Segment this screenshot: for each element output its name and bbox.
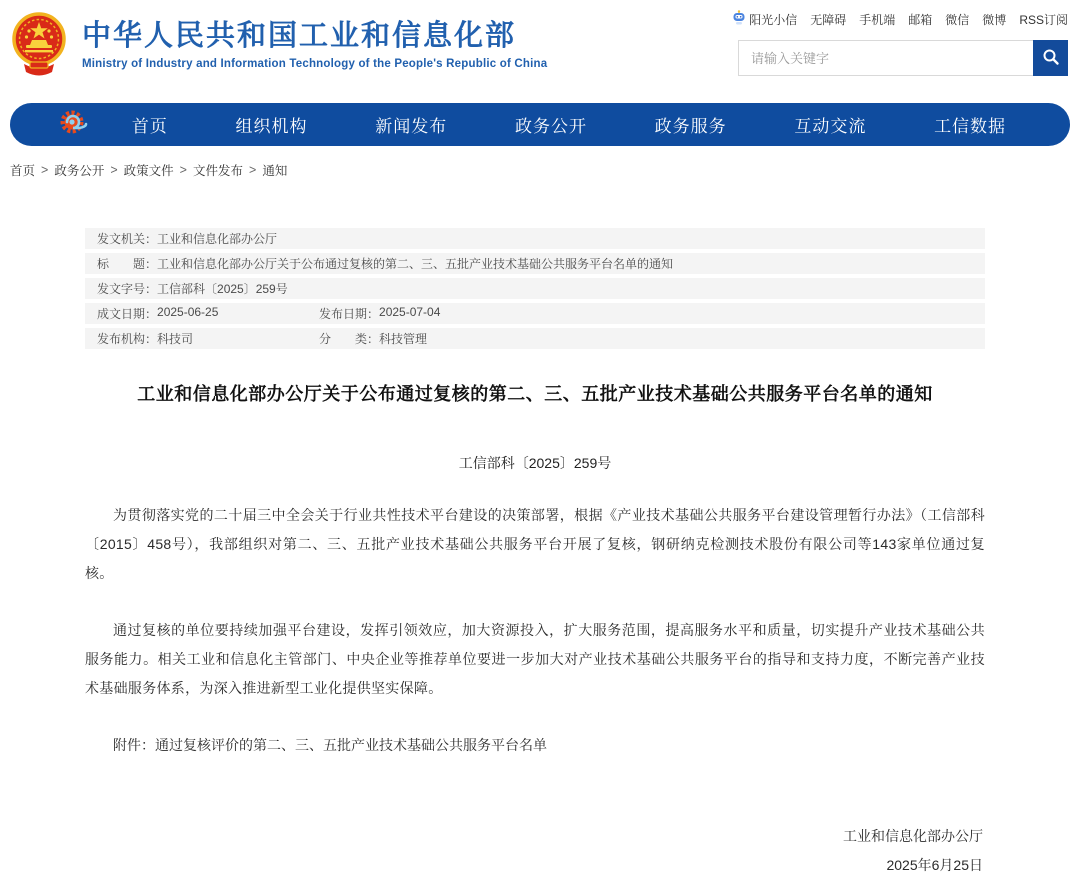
utility-links: [738, 10, 1068, 29]
meta-row-doc-number: 发文字号： 工信部科〔2025〕259号: [85, 278, 985, 299]
article-paragraph: 为贯彻落实党的二十届三中全会关于行业共性技术平台建设的决策部署，根据《产业技术基础公共服务平台建设管理暂行办法》（工信部科〔2015〕458号），我部组织对第二、三、五批产业技术基础公共服务平台开展了复核，钢研纳克检测技术股份有限公司等143家单位通过复核。: [85, 507, 985, 582]
site-header: [0, 0, 1080, 100]
meta-row-title: 标 题： 工业和信息化部办公厅关于公布通过复核的第二、三、五批产业技术基础公共服务平台名单的通知: [85, 253, 985, 274]
signature-date: 2025年6月25日: [886, 857, 983, 874]
breadcrumb-separator: >: [110, 163, 118, 177]
breadcrumb-home[interactable]: 首页: [10, 164, 36, 178]
robot-icon: [732, 10, 746, 29]
nav-item-home[interactable]: 首页: [131, 117, 168, 136]
utility-link-mail[interactable]: 邮箱: [908, 13, 933, 27]
article-title: 工业和信息化部办公厅关于公布通过复核的第二、三、五批产业技术基础公共服务平台名单的通知: [137, 384, 933, 404]
nav-item-organization[interactable]: 组织机构: [235, 117, 308, 136]
search-icon: [1042, 48, 1060, 69]
site-brand: [10, 12, 547, 83]
breadcrumb-notice[interactable]: 通知: [262, 164, 288, 178]
breadcrumb-gov-disclosure[interactable]: 政务公开: [54, 164, 105, 178]
nav-item-miit-data[interactable]: 工信数据: [934, 117, 1007, 136]
breadcrumb: [10, 161, 287, 179]
article-doc-number: 工信部科〔2025〕259号: [458, 455, 612, 472]
breadcrumb-doc-release[interactable]: 文件发布: [192, 164, 243, 178]
utility-link-sunshine[interactable]: 阳光小信: [732, 10, 797, 29]
article-body: [85, 501, 985, 760]
site-title: 中华人民共和国工业和信息化部: [82, 20, 517, 52]
breadcrumb-separator: >: [41, 163, 49, 177]
utility-link-accessibility[interactable]: 无障碍: [810, 13, 847, 27]
national-emblem-icon: [10, 12, 82, 83]
site-title-english: Ministry of Industry and Information Technology of the People's Republic of China: [82, 58, 548, 71]
nav-item-gov-disclosure[interactable]: 政务公开: [514, 117, 587, 136]
document-content: [85, 228, 985, 880]
document-meta-table: [85, 228, 985, 349]
article-paragraph: 通过复核的单位要持续加强平台建设，发挥引领效应，加大资源投入，扩大服务范围，提高服务水平和质量，切实提升产业技术基础公共服务能力。相关工业和信息化主管部门、中央企业等推荐单位要进一步加大对产业技术基础公共服务平台的指导和支持力度，不断完善产业技术基础服务体系，为深入推进新型工业化提供坚实保障。: [85, 622, 985, 697]
search-button[interactable]: [1033, 40, 1068, 76]
nav-item-gov-services[interactable]: 政务服务: [654, 117, 727, 136]
utility-link-wechat[interactable]: 微信: [945, 13, 970, 27]
utility-link-mobile[interactable]: 手机端: [859, 13, 896, 27]
main-nav: [10, 103, 1070, 146]
attachment-line: 附件：通过复核评价的第二、三、五批产业技术基础公共服务平台名单: [113, 737, 547, 754]
signature-org: 工业和信息化部办公厅: [843, 828, 983, 845]
meta-row-dates: 成文日期： 2025-06-25 发布日期： 2025-07-04: [85, 303, 985, 324]
meta-row-issuing-agency: 发文机关： 工业和信息化部办公厅: [85, 228, 985, 249]
breadcrumb-separator: >: [249, 163, 257, 177]
miit-logo-icon: [40, 107, 98, 142]
signature-block: [85, 822, 985, 880]
nav-item-interaction[interactable]: 互动交流: [794, 117, 867, 136]
meta-row-publisher-category: 发布机构： 科技司 分 类： 科技管理: [85, 328, 985, 349]
utility-link-rss[interactable]: RSS订阅: [1019, 13, 1068, 27]
breadcrumb-policy-docs[interactable]: 政策文件: [123, 164, 174, 178]
search-bar: [738, 40, 1068, 76]
nav-item-news[interactable]: 新闻发布: [375, 117, 448, 136]
utility-link-weibo[interactable]: 微博: [982, 13, 1007, 27]
search-input[interactable]: [738, 40, 1033, 76]
breadcrumb-separator: >: [179, 163, 187, 177]
